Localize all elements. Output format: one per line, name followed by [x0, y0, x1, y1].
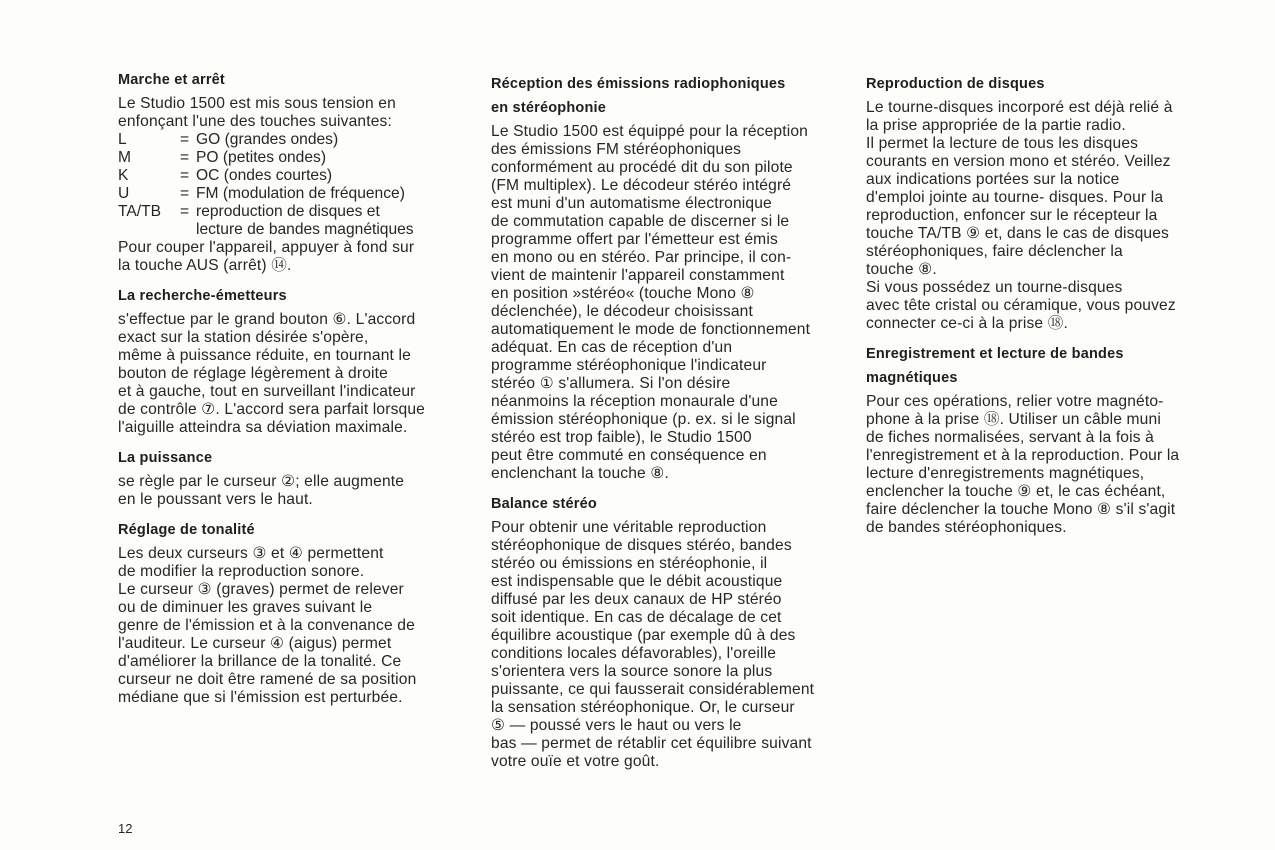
section-gap [118, 275, 478, 287]
text-line: conformément au procédé dit du son pilote [491, 159, 793, 176]
section [118, 287, 478, 437]
section [118, 521, 478, 707]
column-middle [491, 75, 851, 771]
section-gap [866, 333, 1226, 345]
text-line: exact sur la station désirée s'opère, [118, 329, 369, 346]
list-equals: = [180, 203, 190, 220]
text-line: courants en version mono et stéréo. Veillez [866, 153, 1171, 170]
list-value: PO (petites ondes) [196, 149, 327, 166]
list-key: K [118, 167, 129, 184]
section-heading: magnétiques [866, 370, 958, 386]
text-line: la touche AUS (arrêt) ⑭. [118, 257, 292, 274]
text-line: faire déclencher la touche Mono ⑧ s'il s'agit [866, 501, 1176, 518]
text-line: touche TA/TB ⑨ et, dans le cas de disques [866, 225, 1170, 242]
text-line: Le Studio 1500 est mis sous tension en [118, 95, 396, 112]
section-heading: Réception des émissions radiophoniques [491, 76, 786, 92]
text-line: Pour obtenir une véritable reproduction [491, 519, 767, 536]
text-line: reproduction, enfoncer sur le récepteur la [866, 207, 1158, 224]
text-line: déclenchée), le décodeur choisissant [491, 303, 753, 320]
text-line: Le tourne-disques incorporé est déjà relié à [866, 99, 1173, 116]
list-value: OC (ondes courtes) [196, 167, 333, 184]
section [118, 449, 478, 509]
list-key: L [118, 131, 127, 148]
text-line: lecture d'enregistrements magnétiques, [866, 465, 1145, 482]
text-line: programme stéréophonique l'indicateur [491, 357, 767, 374]
text-line: Pour couper l'appareil, appuyer à fond sur [118, 239, 415, 256]
text-line: enclenchant la touche ⑧. [491, 465, 669, 482]
list-key: U [118, 185, 130, 202]
list-key: M [118, 149, 131, 166]
text-line: se règle par le curseur ②; elle augmente [118, 473, 405, 490]
section-heading: en stéréophonie [491, 100, 606, 116]
text-line: l'auditeur. Le curseur ④ (aigus) permet [118, 635, 392, 652]
text-line: s'effectue par le grand bouton ⑥. L'accord [118, 311, 416, 328]
section-heading: Balance stéréo [491, 496, 597, 512]
text-line: la sensation stéréophonique. Or, le curseur [491, 699, 795, 716]
list-item [118, 149, 478, 167]
text-line: conditions locales défavorables), l'oreille [491, 645, 777, 662]
text-line: et à gauche, tout en surveillant l'indicateur [118, 383, 416, 400]
text-line: peut être commuté en conséquence en [491, 447, 767, 464]
text-line: Les deux curseurs ③ et ④ permettent [118, 545, 384, 562]
text-line: des émissions FM stéréophoniques [491, 141, 742, 158]
text-line: vient de maintenir l'appareil constamment [491, 267, 785, 284]
section-heading: Enregistrement et lecture de bandes [866, 346, 1124, 362]
text-line: ⑤ — poussé vers le haut ou vers le [491, 717, 742, 734]
text-line: programme offert par l'émetteur est émis [491, 231, 778, 248]
text-line: l'aiguille atteindra sa déviation maximale. [118, 419, 408, 436]
text-line: de bandes stéréophoniques. [866, 519, 1067, 536]
text-line: enfonçant l'une des touches suivantes: [118, 113, 392, 130]
section-gap [118, 437, 478, 449]
section-heading: Réglage de tonalité [118, 522, 255, 538]
text-line: avec tête cristal ou céramique, vous pouvez [866, 297, 1176, 314]
list-item [118, 203, 478, 221]
text-line: médiane que si l'émission est perturbée. [118, 689, 403, 706]
text-line: bouton de réglage légèrement à droite [118, 365, 388, 382]
text-line: puissante, ce qui fausserait considérablement [491, 681, 815, 698]
list-value: GO (grandes ondes) [196, 131, 339, 148]
text-line: stéréo est trop faible), le Studio 1500 [491, 429, 752, 446]
text-line: enclencher la touche ⑨ et, le cas échéant, [866, 483, 1166, 500]
text-line: est muni d'un automatisme électronique [491, 195, 772, 212]
text-line: stéréophonique de disques stéréo, bandes [491, 537, 792, 554]
section-gap [491, 483, 851, 495]
list-equals: = [180, 167, 190, 184]
list-item [118, 131, 478, 149]
text-line: diffusé par les deux canaux de HP stéréo [491, 591, 782, 608]
text-line: de fiches normalisées, servant à la fois à [866, 429, 1154, 446]
text-line: Le Studio 1500 est équippé pour la réception [491, 123, 808, 140]
text-line: néanmoins la réception monaurale d'une [491, 393, 778, 410]
column-right [866, 75, 1226, 537]
text-line: en le poussant vers le haut. [118, 491, 313, 508]
list-item [118, 185, 478, 203]
text-line: en position »stéréo« (touche Mono ⑧ [491, 285, 755, 302]
text-line: émission stéréophonique (p. ex. si le signal [491, 411, 796, 428]
text-line: votre ouïe et votre goût. [491, 753, 660, 770]
text-line: adéquat. En cas de réception d'un [491, 339, 733, 356]
section [118, 71, 478, 275]
section-heading: La recherche-émetteurs [118, 288, 287, 304]
column-left [118, 71, 478, 707]
text-line: curseur ne doit être ramené de sa position [118, 671, 417, 688]
list-item [118, 221, 478, 239]
text-line: de contrôle ⑦. L'accord sera parfait lorsque [118, 401, 426, 418]
page-number: 12 [118, 821, 133, 836]
text-line: genre de l'émission et à la convenance de [118, 617, 415, 634]
section-heading: La puissance [118, 450, 213, 466]
text-line: d'emploi jointe au tourne- disques. Pour la [866, 189, 1164, 206]
text-line: est indispensable que le débit acoustique [491, 573, 783, 590]
text-line: Pour ces opérations, relier votre magnéto- [866, 393, 1164, 410]
text-line: s'orientera vers la source sonore la plus [491, 663, 773, 680]
text-line: la prise appropriée de la partie radio. [866, 117, 1126, 134]
section-heading: Reproduction de disques [866, 76, 1045, 92]
text-line: phone à la prise ⑱. Utiliser un câble muni [866, 411, 1161, 428]
text-line: équilibre acoustique (par exemple dû à des [491, 627, 796, 644]
list-equals: = [180, 131, 190, 148]
list-value: lecture de bandes magnétiques [196, 221, 414, 238]
text-line: soit identique. En cas de décalage de cet [491, 609, 782, 626]
text-line: stéréo ① s'allumera. Si l'on désire [491, 375, 731, 392]
list-value: reproduction de disques et [196, 203, 380, 220]
text-line: Si vous possédez un tourne-disques [866, 279, 1123, 296]
section-gap [118, 509, 478, 521]
text-line: (FM multiplex). Le décodeur stéréo intégré [491, 177, 792, 194]
section [866, 75, 1226, 333]
list-item [118, 167, 478, 185]
list-equals: = [180, 185, 190, 202]
text-line: en mono ou en stéréo. Par principe, il con- [491, 249, 792, 266]
text-line: l'enregistrement et à la reproduction. Pour la [866, 447, 1180, 464]
text-line: de commutation capable de discerner si le [491, 213, 790, 230]
section [491, 75, 851, 483]
text-line: stéréophoniques, faire déclencher la [866, 243, 1123, 260]
text-line: ou de diminuer les graves suivant le [118, 599, 373, 616]
list-key: TA/TB [118, 203, 162, 220]
section [866, 345, 1226, 537]
text-line: d'améliorer la brillance de la tonalité. Ce [118, 653, 402, 670]
text-line: automatiquement le mode de fonctionnement [491, 321, 811, 338]
text-line: connecter ce-ci à la prise ⑱. [866, 315, 1068, 332]
text-line: touche ⑧. [866, 261, 937, 278]
list-value: FM (modulation de fréquence) [196, 185, 405, 202]
list-equals: = [180, 149, 190, 166]
text-line: de modifier la reproduction sonore. [118, 563, 365, 580]
text-line: même à puissance réduite, en tournant le [118, 347, 411, 364]
text-line: stéréo ou émissions en stéréophonie, il [491, 555, 768, 572]
section-heading: Marche et arrêt [118, 72, 225, 88]
text-line: aux indications portées sur la notice [866, 171, 1120, 188]
text-line: Il permet la lecture de tous les disques [866, 135, 1139, 152]
section [491, 495, 851, 771]
text-line: bas — permet de rétablir cet équilibre suivant [491, 735, 812, 752]
text-line: Le curseur ③ (graves) permet de relever [118, 581, 404, 598]
